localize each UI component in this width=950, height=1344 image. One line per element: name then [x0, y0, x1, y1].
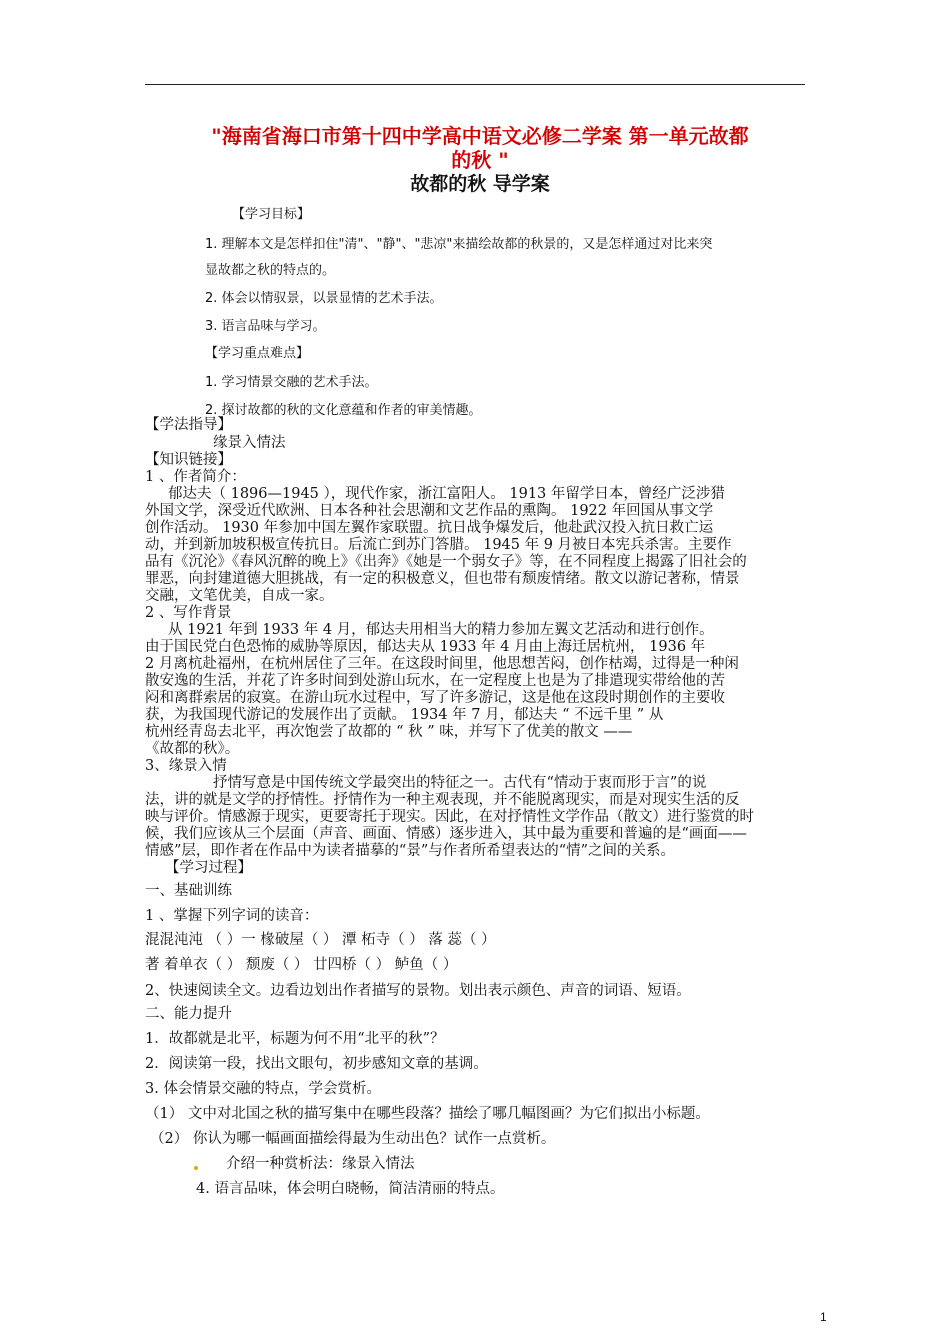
pronunciation-row-1: 混混沌沌 （ ）一 椽破屋（ ） 潭 柘寺（ ） 落 蕊（ ） [145, 932, 496, 948]
knowledge-heading: 【知识链接】 [145, 452, 232, 468]
title-red-line-2: 的秋 " [451, 148, 509, 172]
author-intro-line-3: 创作活动。 1930 年参加中国左翼作家联盟。抗日战争爆发后，他赴武汉投入抗日救亡运 [145, 520, 714, 536]
background-line-7: 杭州经青岛去北平，再次饱尝了故都的 “ 秋 ” 味，并写下了优美的散文 —— [145, 724, 633, 740]
method-intro-line-1: 抒情写意是中国传统文学最突出的特征之一。古代有“情动于衷而形于言”的说 [213, 775, 707, 791]
background-line-3: 2 月离杭赴福州，在杭州居住了三年。在这段时间里，他思想苦闷，创作枯竭，过得是一种闲 [145, 656, 739, 672]
ability-question-1: 1．故都就是北平，标题为何不用“北平的秋”？ [145, 1031, 445, 1047]
keypoints-heading: 【学习重点难点】 [205, 346, 310, 361]
author-intro-line-7: 交融，文笔优美，自成一家。 [145, 588, 334, 604]
ability-question-3: 3. 体会情景交融的特点，学会赏析。 [145, 1081, 381, 1097]
page-number: 1 [820, 1310, 827, 1324]
background-line-8: 《故都的秋》。 [145, 741, 240, 757]
author-intro-line-6: 罪恶，向封建道德大胆挑战，有一定的积极意义，但也带有颓废情绪。散文以游记著称，情景 [145, 571, 740, 587]
keypoint-item-2: 2. 探讨故都的秋的文化意蕴和作者的审美情趣。 [205, 403, 482, 418]
ability-question-2: 2．阅读第一段，找出文眼句，初步感知文章的基调。 [145, 1056, 488, 1072]
header-rule [145, 84, 805, 85]
ability-question-3-3: 介绍一种赏析法：缘景入情法 [226, 1156, 415, 1172]
part2-heading: 二、能力提升 [145, 1006, 232, 1022]
keypoint-item-1: 1. 学习情景交融的艺术手法。 [205, 375, 378, 390]
method-intro-heading: 3、缘景入情 [145, 758, 227, 774]
method-intro-line-2: 法，讲的就是文学的抒情性。抒情作为一种主观表现，并不能脱离现实，而是对现实生活的反 [145, 792, 740, 808]
question-2: 2、快速阅读全文。边看边划出作者描写的景物。划出表示颜色、声音的词语、短语。 [145, 983, 691, 999]
goal-item-2: 2. 体会以情驭景，以景显情的艺术手法。 [205, 291, 443, 306]
background-line-6: 获，为我国现代游记的发展作出了贡献。 1934 年 7 月，郁达夫 “ 不远千里 ” 从 [145, 707, 664, 723]
process-heading: 【学习过程】 [165, 860, 252, 876]
title-red-line-1: "海南省海口市第十四中学高中语文必修二学案 第一单元故都 [211, 124, 749, 148]
method-intro-line-5: 情感”层，即作者在作品中为读者描摹的“景”与作者所希望表达的“情”之间的关系。 [145, 843, 676, 859]
method-intro-line-4: 候，我们应该从三个层面（声音、画面、情感）逐步进入，其中最为重要和普遍的是“画面—— [145, 826, 747, 842]
method-heading: 【学法指导】 [145, 417, 232, 433]
question-1: 1 、掌握下列字词的读音： [145, 908, 319, 924]
background-line-5: 闷和离群索居的寂寞。在游山玩水过程中，写了许多游记，这是他在这段时期创作的主要收 [145, 690, 725, 706]
method-text: 缘景入情法 [213, 435, 286, 451]
goal-item-1-line-2: 显故都之秋的特点的。 [205, 263, 336, 278]
pronunciation-row-2: 著 着单衣（ ） 颓废（ ） 廿四桥（ ） 鲈鱼（ ） [145, 957, 458, 973]
background-line-2: 由于国民党白色恐怖的威胁等原因，郁达夫从 1933 年 4 月由上海迁居杭州， 1936 年 [145, 639, 706, 655]
bullet-dot [194, 1166, 198, 1170]
ability-question-4: 4. 语言品味，体会明白晓畅，简洁清丽的特点。 [196, 1181, 505, 1197]
method-intro-line-3: 映与评价。情感源于现实，更要寄托于现实。因此，在对抒情性文学作品（散文）进行鉴赏的时 [145, 809, 754, 825]
goals-heading: 【学习目标】 [232, 207, 311, 222]
goal-item-3: 3. 语言品味与学习。 [205, 319, 326, 334]
author-intro-heading: 1 、作者简介： [145, 469, 246, 485]
author-intro-line-5: 品有《沉沦》《春风沉醉的晚上》《出奔》《她是一个弱女子》等，在不同程度上揭露了旧社会的 [145, 554, 747, 570]
goal-item-1-line-1: 1. 理解本文是怎样扣住"清"、"静"、"悲凉"来描绘故都的秋景的，又是怎样通过对比来突 [205, 237, 713, 252]
author-intro-line-4: 动，并到新加坡积极宣传抗日。后流亡到苏门答腊。 1945 年 9 月被日本宪兵杀害。主要作 [145, 537, 732, 553]
background-line-1: 从 1921 年到 1933 年 4 月，郁达夫用相当大的精力参加左翼文艺活动和进行创作。 [168, 622, 714, 638]
background-heading: 2 、写作背景 [145, 605, 232, 621]
document-title-red [150, 124, 810, 172]
ability-question-3-2: （2） 你认为哪一幅画面描绘得最为生动出色？试作一点赏析。 [150, 1131, 556, 1147]
page-title: 故都的秋 导学案 [410, 173, 550, 195]
background-line-4: 散安逸的生活，并花了许多时间到处游山玩水，在一定程度上也是为了排遣现实带给他的苦 [145, 673, 725, 689]
author-intro-line-1: 郁达夫（ 1896—1945 ），现代作家，浙江富阳人。 1913 年留学日本，曾经广泛涉猎 [168, 486, 725, 502]
part1-heading: 一、基础训练 [145, 883, 232, 899]
ability-question-3-1: （1） 文中对北国之秋的描写集中在哪些段落？描绘了哪几幅图画？为它们拟出小标题。 [145, 1106, 710, 1122]
author-intro-line-2: 外国文学，深受近代欧洲、日本各种社会思潮和文艺作品的熏陶。 1922 年回国从事文学 [145, 503, 714, 519]
